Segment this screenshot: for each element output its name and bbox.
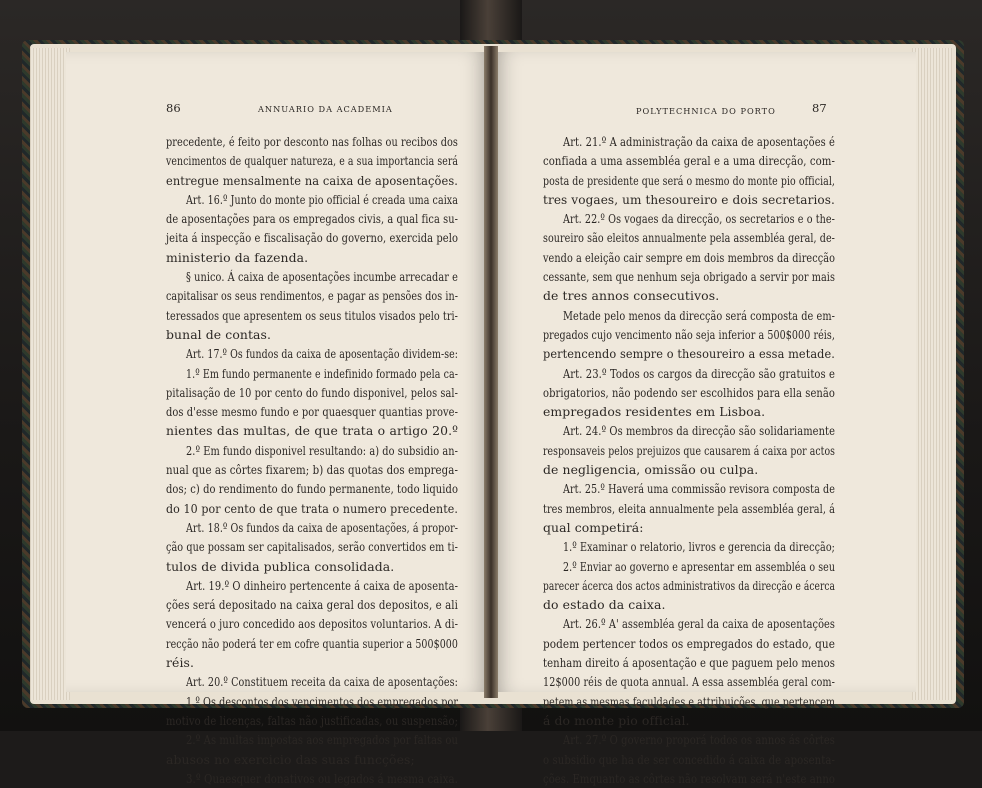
text-line: tulos de divida publica consolidada. xyxy=(166,558,395,574)
left-running-head: ANNUARIO DA ACADEMIA xyxy=(258,104,393,114)
text-line: Art. 26.º A' assembléa geral da caixa de aposentações xyxy=(563,616,835,632)
text-line: obrigatorios, não podendo ser escolhidos para ella senão xyxy=(543,384,835,400)
text-line: Art. 16.º Junto do monte pio official é creada uma caixa xyxy=(186,191,458,207)
text-line: 1.º Em fundo permanente e indefinido formado pela ca- xyxy=(186,365,458,381)
text-line: dos d'esse mesmo fundo e por quaesquer quantias prove- xyxy=(166,404,459,420)
text-line: nientes das multas, de que trata o artigo 20.º xyxy=(166,423,459,439)
text-line: Art. 22.º Os vogaes da direcção, os secretarios e o the- xyxy=(563,211,836,227)
right-page-number: 87 xyxy=(812,101,827,115)
text-line: cessante, sem que nenhum seja obrigado a servir por mais xyxy=(543,269,835,285)
text-line: parecer ácerca dos actos administrativos da direcção e ácerca xyxy=(543,577,836,593)
text-line: 3.º Quaesquer donativos ou legados á mesma caixa. xyxy=(186,770,458,786)
text-line: pertencendo sempre o thesoureiro a essa metade. xyxy=(543,346,835,362)
text-line: Art. 18.º Os fundos da caixa de aposentações, á propor- xyxy=(186,519,459,535)
text-line: entregue mensalmente na caixa de aposentações. xyxy=(166,172,458,188)
text-line: Art. 19.º O dinheiro pertencente á caixa de aposenta- xyxy=(186,577,458,593)
left-page-number: 86 xyxy=(166,101,181,115)
text-line: tenham direito á aposentação e que paguem pelo menos xyxy=(543,655,835,671)
page-edges-left xyxy=(30,48,70,700)
text-line: o subsidio que ha de ser concedido á caixa de aposenta- xyxy=(543,751,835,767)
text-line: Art. 24.º Os membros da direcção são solidariamente xyxy=(563,423,836,439)
text-line: empregados residentes em Lisboa. xyxy=(543,404,766,420)
text-line: Art. 25.º Haverá uma commissão revisora composta de xyxy=(563,481,836,497)
text-line: 12$000 réis de quota annual. A essa assembléa geral com- xyxy=(543,674,836,690)
text-line: do estado da caixa. xyxy=(543,597,666,613)
text-line: responsaveis pelos prejuizos que causarem á caixa por actos xyxy=(543,442,836,458)
text-line: vencimentos de qualquer natureza, e a sua importancia será xyxy=(166,153,459,169)
text-line: vendo a eleição cair sempre em dois membros da direcção xyxy=(543,249,835,265)
text-line: 1.º Examinar o relatorio, livros e gerencia da direcção; xyxy=(563,539,835,555)
text-line: Art. 21.º A administração da caixa de aposentações é xyxy=(563,134,836,149)
text-line: Art. 17.º Os fundos da caixa de aposentação dividem-se: xyxy=(186,346,458,362)
text-line: de aposentações para os empregados civis, a qual fica su- xyxy=(166,211,458,227)
text-line: 2.º Enviar ao governo e apresentar em assembléa o seu xyxy=(563,558,836,574)
text-line: ção que possam ser capitalisados, serão convertidos em ti- xyxy=(166,539,458,555)
text-line: 1.º Os descontos dos vencimentos dos empregados por xyxy=(186,693,458,709)
right-running-head: POLYTECHNICA DO PORTO xyxy=(636,106,776,116)
text-line: pregados cujo vencimento não seja inferior a 500$000 réis, xyxy=(543,326,836,342)
text-line: petem as mesmas faculdades e attribuições, que pertencem xyxy=(543,693,836,709)
text-line: á do monte pio official. xyxy=(543,712,690,728)
text-line: teressados que apresentem os seus titulos visados pelo tri- xyxy=(166,307,458,323)
text-line: Art. 23.º Todos os cargos da direcção são gratuitos e xyxy=(563,365,836,381)
text-line: Art. 27.º O governo proporá todos os annos ás côrtes xyxy=(563,732,836,748)
text-line: ministerio da fazenda. xyxy=(166,249,309,265)
text-line: dos; c) do rendimento do fundo permanente, todo liquido xyxy=(166,481,458,497)
text-line: Metade pelo menos da direcção será composta de em- xyxy=(563,307,836,323)
text-line: confiada a uma assembléa geral e a uma direcção, com- xyxy=(543,153,835,169)
text-line: do 10 por cento de que trata o numero precedente. xyxy=(166,500,458,516)
text-line: pitalisação de 10 por cento do fundo disponivel, pelos sal- xyxy=(166,384,459,400)
text-line: § unico. Á caixa de aposentações incumbe arrecadar e xyxy=(186,269,458,285)
text-line: ções será depositado na caixa geral dos depositos, e ali xyxy=(166,597,459,613)
text-line: de tres annos consecutivos. xyxy=(543,288,720,304)
text-line: recção não poderá ter em cofre quantia superior a 500$000 xyxy=(166,635,458,651)
text-line: nual que as côrtes fixarem; b) das quotas dos emprega- xyxy=(166,462,458,478)
text-line: jeita á inspecção e fiscalisação do governo, exercida pelo xyxy=(166,230,459,246)
text-line: precedente, é feito por desconto nas folhas ou recibos dos xyxy=(166,134,459,149)
text-line: 2.º Em fundo disponivel resultando: a) do subsidio an- xyxy=(186,442,459,458)
book-gutter xyxy=(484,46,498,698)
text-line: ções. Emquanto as côrtes não resolvam será n'este anno xyxy=(543,770,836,786)
text-line: Art. 20.º Constituem receita da caixa de aposentações: xyxy=(186,674,459,690)
text-line: tres vogaes, um thesoureiro e dois secretarios. xyxy=(543,191,836,207)
text-line: qual competirá: xyxy=(543,519,644,535)
right-page-body xyxy=(543,132,835,788)
text-line: réis. xyxy=(166,655,195,671)
text-line: bunal de contas. xyxy=(166,326,272,342)
text-line: posta de presidente que será o mesmo do monte pio official, xyxy=(543,172,836,188)
text-line: de negligencia, omissão ou culpa. xyxy=(543,462,759,478)
page-edges-right xyxy=(912,48,952,700)
left-page-body xyxy=(166,132,458,788)
text-line: 2.º As multas impostas aos empregados por faltas ou xyxy=(186,732,459,748)
text-line: motivo de licenças, faltas não justificadas, ou suspensão; xyxy=(166,712,459,728)
text-line: capitalisar os seus rendimentos, e pagar as pensões dos in- xyxy=(166,288,459,304)
text-line: abusos no exercicio das suas funcções; xyxy=(166,751,415,767)
text-line: soureiro são eleitos annualmente pela assembléa geral, de- xyxy=(543,230,835,246)
text-line: tres membros, eleita annualmente pela assembléa geral, á xyxy=(543,500,836,516)
text-line: podem pertencer todos os empregados do estado, que xyxy=(543,635,836,651)
text-line: vencerá o juro concedido aos depositos voluntarios. A di- xyxy=(166,616,459,632)
